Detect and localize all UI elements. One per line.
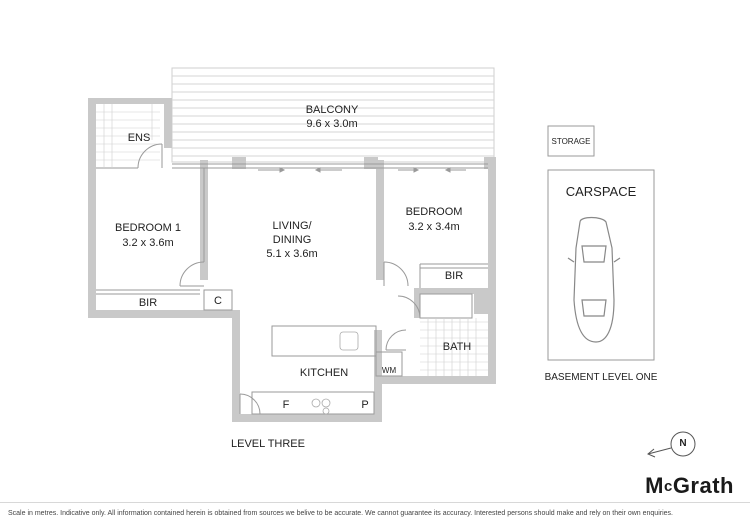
disclaimer-text: Scale in metres. Indicative only. All information contained herein is obtained from sources we belive to be accurate. We cannot guarantee its accuracy. Interested persons should make and rely on their own enquiries. (8, 510, 673, 517)
living-dims: 5.1 x 3.6m (266, 248, 318, 260)
logo-rest: Grath (672, 473, 734, 498)
logo-m: M (645, 473, 664, 498)
bedroom2-name: BEDROOM (405, 206, 463, 218)
balcony-dims: 9.6 x 3.0m (306, 118, 358, 130)
bir1-name: BIR (138, 297, 158, 309)
living-name-line1: LIVING/ (272, 220, 312, 232)
bath-name: BATH (442, 341, 472, 353)
sliding-door-arrows (258, 168, 466, 172)
kitchen-name: KITCHEN (299, 367, 349, 379)
balcony-name: BALCONY (305, 104, 359, 116)
footer (0, 473, 750, 531)
pantry-name: P (361, 399, 369, 411)
compass-letter: N (679, 438, 687, 449)
wm-name: WM (381, 366, 397, 375)
bir2-name: BIR (444, 270, 464, 282)
carspace-label: CARSPACE (565, 184, 637, 199)
living-name-line2: DINING (272, 234, 312, 246)
fridge-name: F (282, 399, 290, 411)
car-icon (568, 218, 620, 343)
bedroom2-dims: 3.2 x 3.4m (408, 221, 460, 233)
bedroom1-name: BEDROOM 1 (114, 222, 181, 234)
bedroom1-dims: 3.2 x 3.6m (122, 237, 174, 249)
ens-name: ENS (127, 132, 151, 144)
storage-label: STORAGE (551, 137, 591, 146)
brand-logo (645, 473, 734, 499)
basement-label: BASEMENT LEVEL ONE (544, 372, 658, 383)
cupboard-name: C (214, 295, 222, 307)
level-label: LEVEL THREE (231, 438, 305, 450)
logo-c: c (663, 478, 673, 495)
